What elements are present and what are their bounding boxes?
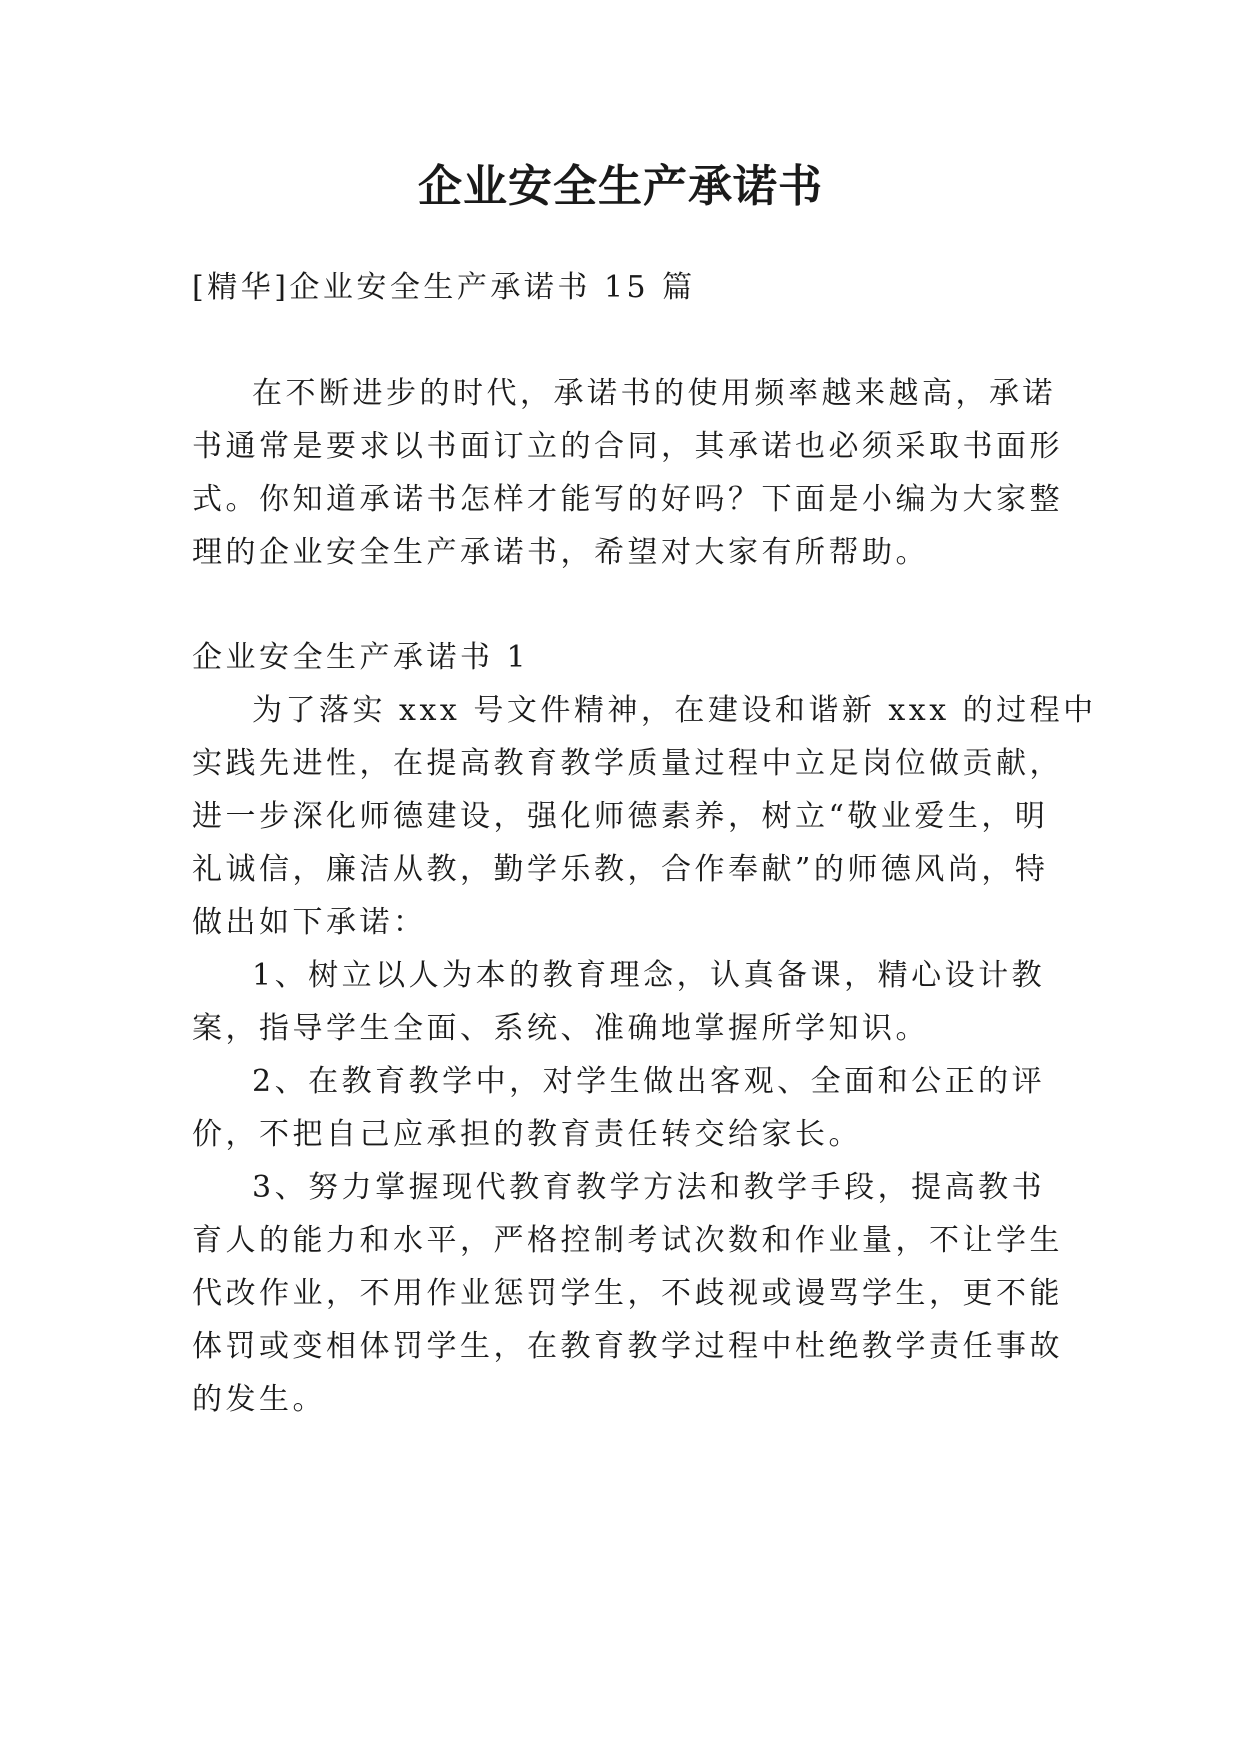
item-line: 2、在教育教学中，对学生做出客观、全面和公正的评 bbox=[252, 1064, 1046, 1099]
item-line: 的发生。 bbox=[192, 1382, 326, 1417]
intro-line: 在不断进步的时代，承诺书的使用频率越来越高，承诺 bbox=[252, 376, 1056, 411]
pledge-line: 做出如下承诺： bbox=[192, 905, 427, 940]
document-title: 企业安全生产承诺书 bbox=[418, 161, 823, 212]
section-heading: 企业安全生产承诺书 1 bbox=[192, 640, 530, 675]
pledge-line: 为了落实 xxx 号文件精神，在建设和谐新 xxx 的过程中 bbox=[252, 693, 1097, 728]
intro-line: 式。你知道承诺书怎样才能写的好吗？下面是小编为大家整 bbox=[192, 482, 1063, 517]
item-line: 3、努力掌握现代教育教学方法和教学手段，提高教书 bbox=[252, 1170, 1046, 1205]
item-line: 价，不把自己应承担的教育责任转交给家长。 bbox=[192, 1117, 862, 1152]
pledge-line: 进一步深化师德建设，强化师德素养，树立“敬业爱生，明 bbox=[192, 799, 1049, 834]
intro-line: 书通常是要求以书面订立的合同，其承诺也必须采取书面形 bbox=[192, 429, 1063, 464]
item-line: 案，指导学生全面、系统、准确地掌握所学知识。 bbox=[192, 1011, 929, 1046]
item-line: 1、树立以人为本的教育理念，认真备课，精心设计教 bbox=[252, 958, 1046, 993]
document-subtitle: [精华]企业安全生产承诺书 15 篇 bbox=[192, 270, 696, 305]
item-line: 育人的能力和水平，严格控制考试次数和作业量，不让学生 bbox=[192, 1223, 1063, 1258]
item-line: 体罚或变相体罚学生，在教育教学过程中杜绝教学责任事故 bbox=[192, 1329, 1063, 1364]
intro-line: 理的企业安全生产承诺书，希望对大家有所帮助。 bbox=[192, 535, 929, 570]
item-line: 代改作业，不用作业惩罚学生，不歧视或谩骂学生，更不能 bbox=[192, 1276, 1063, 1311]
pledge-line: 实践先进性，在提高教育教学质量过程中立足岗位做贡献， bbox=[192, 746, 1063, 781]
pledge-line: 礼诚信，廉洁从教，勤学乐教，合作奉献”的师德风尚，特 bbox=[192, 852, 1049, 887]
